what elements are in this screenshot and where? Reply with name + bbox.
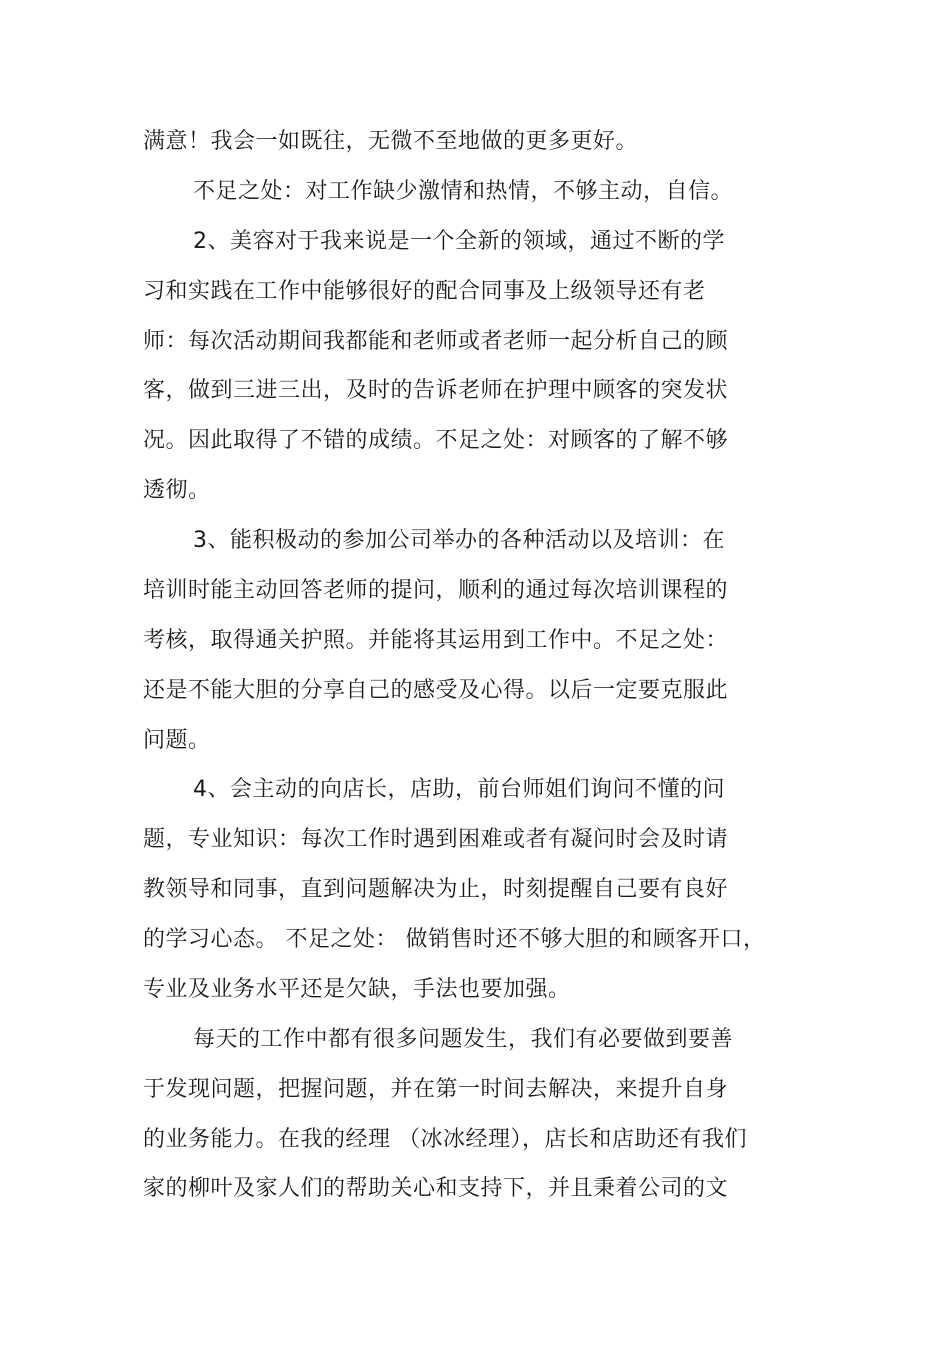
text-line-18: 专业及业务水平还是欠缺，手法也要加强。	[143, 977, 571, 1002]
text-line-13: 问题。	[143, 728, 211, 753]
text-line-4: 习和实践在工作中能够很好的配合同事及上级领导还有老	[143, 279, 706, 304]
text-line-5: 师：每次活动期间我都能和老师或者老师一起分析自己的顾	[143, 329, 729, 354]
text-line-3: 2、美容对于我来说是一个全新的领域，通过不断的学	[193, 229, 725, 254]
text-line-1: 满意！我会一如既往，无微不至地做的更多更好。	[143, 129, 639, 154]
text-line-19: 每天的工作中都有很多问题发生，我们有必要做到要善	[193, 1027, 734, 1052]
text-line-9: 3、能积极动的参加公司举办的各种活动以及培训：在	[193, 528, 725, 553]
text-line-22: 家的柳叶及家人们的帮助关心和支持下，并且秉着公司的文	[143, 1176, 729, 1201]
text-line-17: 的学习心态。 不足之处： 做销售时还不够大胆的和顾客开口，	[143, 927, 766, 952]
text-line-12: 还是不能大胆的分享自己的感受及心得。以后一定要克服此	[143, 678, 729, 703]
text-line-2: 不足之处：对工作缺少激情和热情，不够主动，自信。	[193, 179, 734, 204]
text-line-15: 题，专业知识：每次工作时遇到困难或者有凝问时会及时请	[143, 827, 729, 852]
text-line-20: 于发现问题，把握问题，并在第一时间去解决，来提升自身	[143, 1077, 729, 1102]
text-line-10: 培训时能主动回答老师的提问，顺利的通过每次培训课程的	[143, 578, 729, 603]
text-line-21: 的业务能力。在我的经理 （冰冰经理），店长和店助还有我们	[143, 1127, 747, 1152]
text-line-16: 教领导和同事，直到问题解决为止，时刻提醒自己要有良好	[143, 877, 729, 902]
text-line-8: 透彻。	[143, 478, 211, 503]
text-line-14: 4、会主动的向店长，店助，前台师姐们询问不懂的问	[193, 777, 725, 802]
text-line-7: 况。因此取得了不错的成绩。不足之处：对顾客的了解不够	[143, 428, 729, 453]
text-line-6: 客，做到三进三出，及时的告诉老师在护理中顾客的突发状	[143, 378, 729, 403]
text-line-11: 考核，取得通关护照。并能将其运用到工作中。不足之处：	[143, 628, 729, 653]
